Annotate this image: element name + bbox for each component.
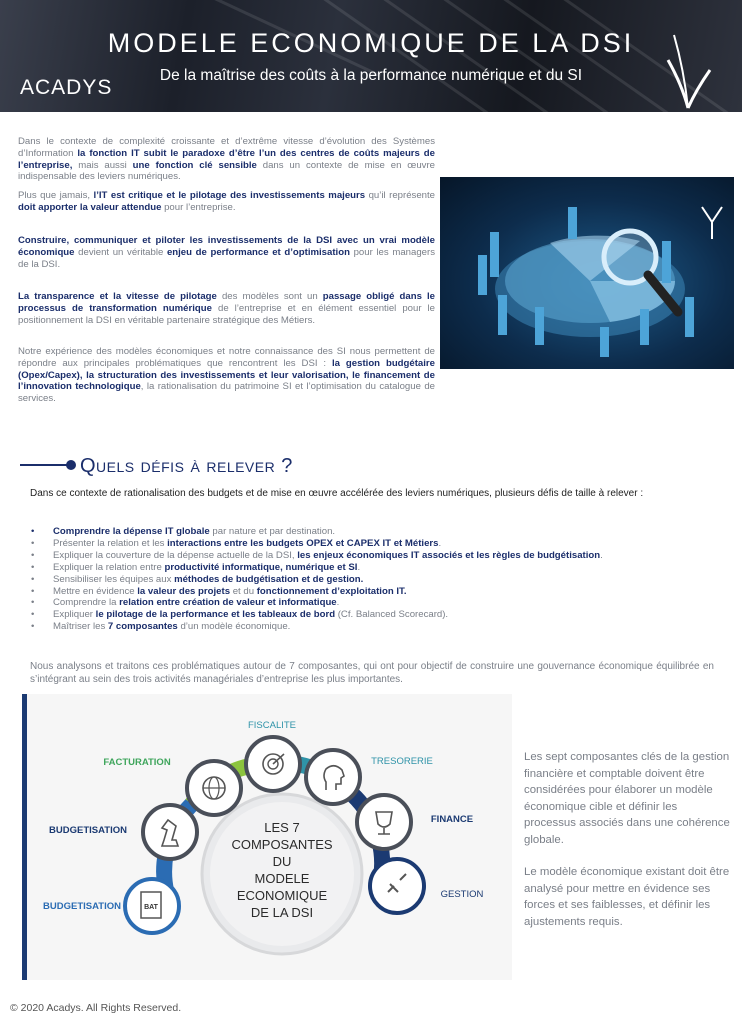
header-banner [0,0,742,112]
section-title-arrow-icon [20,459,78,471]
center-title-line: COMPOSANTES [231,837,333,852]
list-item: • Maîtriser les 7 composantes d’un modèle économique. [30,621,714,633]
page-subtitle: De la maîtrise des coûts à la performance numérique et du SI [159,67,583,84]
intro-paragraph-5: Notre expérience des modèles économiques et notre connaissance des SI nous permettent de répondre aux principales problématiques que rencontrent les DSI : la gestion budgétaire (Opex/Capex), la structuration des investissements et leur valorisation, le financement de l’innovation technologique, la rationalisation du patrimoine SI et l’optimisation du catalogue de services. [18,346,435,405]
page-title: MODELE ECONOMIQUE DE LA DSI [107,28,635,58]
center-title-line: LES 7 [264,820,300,835]
list-item: • Sensibiliser les équipes aux méthodes de budgétisation et de gestion. [30,574,714,586]
components-wheel [22,694,512,980]
list-item: • Présenter la relation et les interactions entre les budgets OPEX et CAPEX IT et Métiers. [30,538,714,550]
document-bat-icon: BAT [144,904,158,911]
hero-image [440,177,734,369]
brand-logo: ACADYS [20,76,113,99]
center-title-line: DU [272,854,292,869]
side-text-1: Les sept composantes clés de la gestion financière et comptable doivent être considérées pour élaborer un modèle économique cible et définir les processus associés dans une cohérence globale. [524,751,730,846]
copyright-footer: © 2020 Acadys. All Rights Reserved. [10,1002,182,1014]
center-title-line: MODELE [254,871,310,886]
center-title-line: DE LA DSI [250,905,314,920]
list-item: • Mettre en évidence la valeur des projets et du fonctionnement d’exploitation IT. [30,586,714,598]
section-title: Quels défis à relever ? [80,455,293,477]
node-finance [357,795,411,849]
analysis-paragraph: Nous analysons et traitons ces problématiques autour de 7 composantes, qui ont pour objectif de construire une gouvernance économique équilibrée en s’intégrant au sein des trois activités managériales d’entreprise les plus importantes. [30,661,714,685]
node-gestion [370,859,424,913]
label-gestion: GESTION [440,889,484,900]
node-budgetisation-bottom [125,879,179,933]
label-tresorerie: TRESORERIE [371,756,433,767]
list-item: • Expliquer la couverture de la dépense actuelle de la DSI, les enjeux économiques IT associés et les règles de budgétisation. [30,550,714,562]
node-budgetisation-top [143,805,197,859]
leaf-logo-icon [660,30,720,110]
list-item: • Comprendre la relation entre création de valeur et informatique. [30,597,714,609]
center-title-line: ECONOMIQUE [236,888,328,903]
list-item: • Expliquer la relation entre productivité informatique, numérique et SI. [30,562,714,574]
node-tresorerie [306,750,360,804]
challenges-list [30,526,714,633]
intro-paragraph-3: Construire, communiquer et piloter les investissements de la DSI avec un vrai modèle économique devient un véritable enjeu de performance et d’optimisation pour les managers de la DSI. [18,235,435,270]
node-facturation [187,761,241,815]
label-budgetisation-top: BUDGETISATION [49,825,127,836]
label-fiscalite: FISCALITE [247,720,297,731]
list-item: • Comprendre la dépense IT globale par nature et par destination. [30,526,714,538]
intro-paragraph-1: Dans le contexte de complexité croissante et d’extrême vitesse d’évolution des Systèmes d’Information la fonction IT subit le paradoxe d’être l’un des centres de coûts majeurs de l’entreprise, mais aussi une fonction clé sensible dans un contexte de mise en œuvre indispensable des leviers numériques. [18,136,435,183]
label-finance: FINANCE [430,814,474,825]
analytics-illustration-icon [440,177,734,369]
side-text-2: Le modèle économique existant doit être analysé pour mettre en évidence ses forces et ses faiblesses, et définir les ajustements requis. [524,866,730,928]
section-intro: Dans ce contexte de rationalisation des budgets et de mise en œuvre accélérée des leviers numériques, plusieurs défis de taille à relever : [30,488,644,499]
seven-components-diagram [22,694,512,980]
intro-paragraph-2: Plus que jamais, l’IT est critique et le pilotage des investissements majeurs qu’il représente doit apporter la valeur attendue pour l’entreprise. [18,190,435,213]
list-item: • Expliquer le pilotage de la performance et les tableaux de bord (Cf. Balanced Scorecard). [30,609,714,621]
node-fiscalite [246,737,300,791]
label-facturation: FACTURATION [103,757,171,768]
label-budgetisation-bottom: BUDGETISATION [43,901,121,912]
intro-paragraph-4: La transparence et la vitesse de pilotage des modèles sont un passage obligé dans le processus de transformation numérique de l’entreprise et en élément essentiel pour le positionnement la DSI en véritable partenaire stratégique des Métiers. [18,291,435,326]
